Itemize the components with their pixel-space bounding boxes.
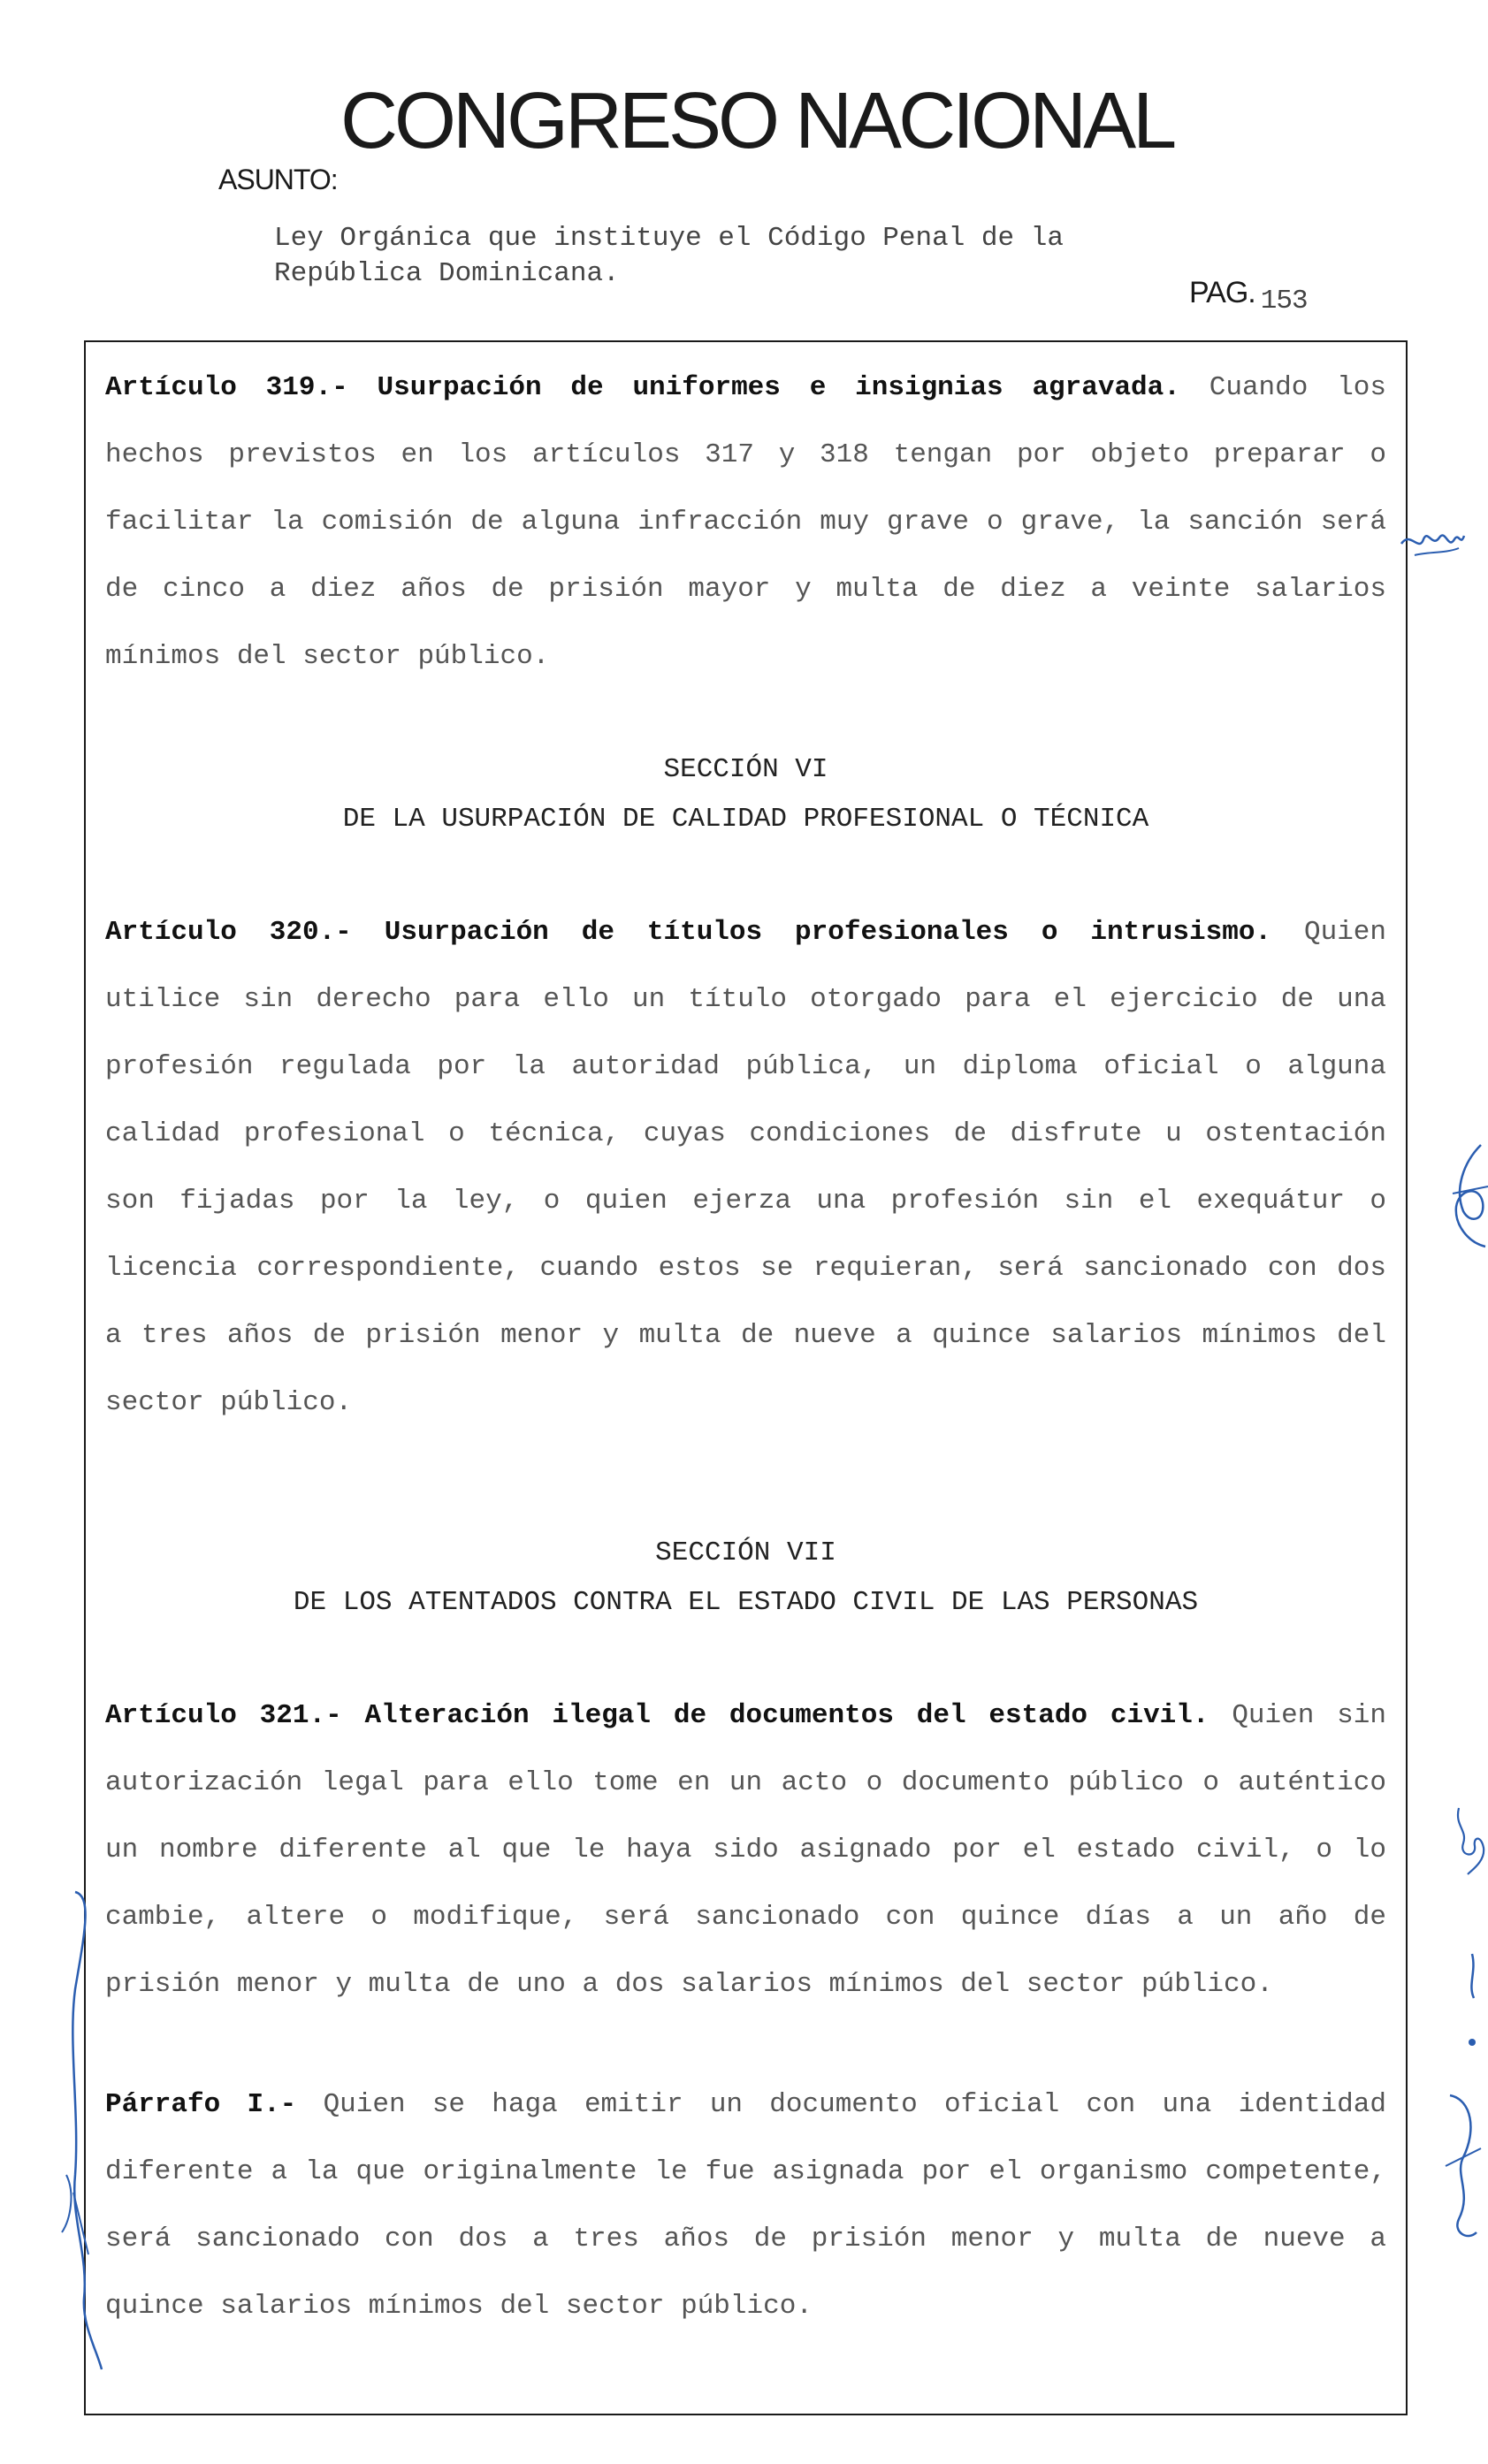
signature-mark-4-svg	[1437, 1945, 1488, 2246]
paragraph-1-text: Quien se haga emitir un documento oficial con una identidad diferente a la que originalmente le fue asignada por el organismo competente, será sancionado con dos a tres años de prisión menor y multa de nueve a quince salarios mínimos del sector público.	[105, 2089, 1386, 2322]
article-319-heading: Artículo 319.- Usurpación de uniformes e insignias agravada.	[105, 372, 1180, 403]
article-319-text: Cuando los hechos previstos en los artículos 317 y 318 tengan por objeto preparar o facilitar la comisión de alguna infracción muy grave o grave, la sanción será de cinco a diez años de prisión mayor y multa de diez a veinte salarios mínimos del sector público.	[105, 372, 1387, 672]
page-label: PAG.	[1189, 276, 1255, 309]
initials-mark-3	[1450, 1804, 1488, 1883]
article-320	[105, 899, 1386, 1437]
initials-mark-1-svg	[1397, 513, 1468, 566]
subject-line-1: Ley Orgánica que instituye el Código Penal de la	[274, 223, 1064, 254]
article-321	[105, 1682, 1386, 2018]
section-7-header	[105, 1529, 1386, 1628]
article-321-heading: Artículo 321.- Alteración ilegal de documentos del estado civil.	[105, 1700, 1209, 1731]
section-6-header	[105, 745, 1386, 844]
signature-mark-4	[1437, 1945, 1488, 2250]
article-320-text: Quien utilice sin derecho para ello un título otorgado para el ejercicio de una profesión regulada por la autoridad pública, un diploma oficial o alguna calidad profesional o técnica, cuyas condiciones de disfrute u ostentación son fijadas por la ley, o quien ejerza una profesión sin el exequátur o licencia correspondiente, cuando estos se requieran, será sancionado con dos a tres años de prisión menor y multa de nueve a quince salarios mínimos del sector público.	[105, 917, 1386, 1418]
subject-line-2: República Dominicana.	[274, 258, 620, 289]
initials-mark-1	[1397, 513, 1468, 570]
article-320-heading: Artículo 320.- Usurpación de títulos profesionales o intrusismo.	[105, 917, 1272, 948]
asunto-label: ASUNTO:	[218, 164, 338, 195]
header-title: CONGRESO NACIONAL	[340, 77, 1174, 165]
section-7-title: DE LOS ATENTADOS CONTRA EL ESTADO CIVIL DE LAS PERSONAS	[293, 1587, 1199, 1618]
document-frame	[84, 340, 1408, 2415]
subject-text	[274, 221, 1229, 292]
document-body	[105, 355, 1386, 2340]
initials-mark-2	[1446, 1140, 1488, 1260]
section-6-title: DE LA USURPACIÓN DE CALIDAD PROFESIONAL O TÉCNICA	[342, 804, 1149, 835]
signature-mark-5-svg	[49, 1883, 111, 2378]
page-indicator	[1189, 276, 1308, 317]
paragraph-1-heading: Párrafo I.-	[105, 2089, 297, 2120]
signature-mark-5	[49, 1883, 111, 2383]
initials-mark-3-svg	[1450, 1804, 1488, 1879]
initials-mark-2-svg	[1446, 1140, 1488, 1255]
article-319	[105, 355, 1386, 690]
article-321-text: Quien sin autorización legal para ello tome en un acto o documento público o auténtico un nombre diferente al que le haya sido asignado por el estado civil, o lo cambie, altere o modifique, será sancionado con quince días a un año de prisión menor y multa de uno a dos salarios mínimos del sector público.	[105, 1700, 1386, 2000]
section-6-number: SECCIÓN VI	[663, 754, 828, 785]
section-7-number: SECCIÓN VII	[655, 1537, 836, 1568]
page-number: 153	[1260, 286, 1308, 317]
paragraph-1	[105, 2071, 1386, 2340]
